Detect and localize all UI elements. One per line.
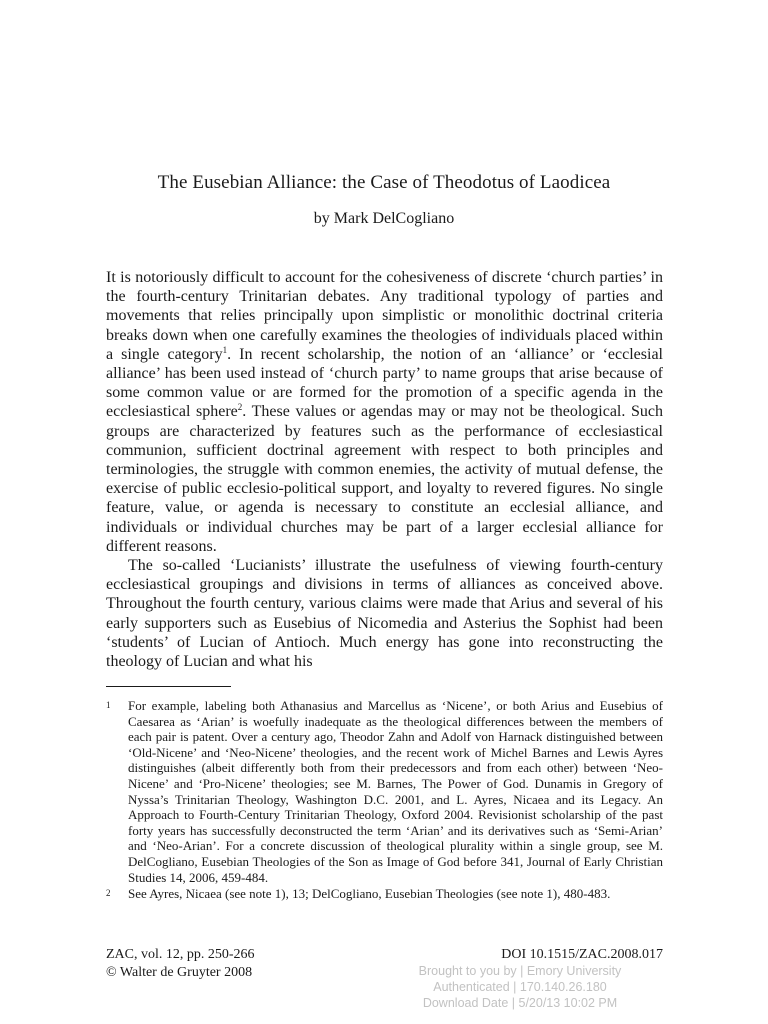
paragraph-2: The so-called ‘Lucianists’ illustrate the usefulness of viewing fourth-century ecclesiastical groupings and divisions in terms of alliances as conceived above. Throughout the fourth century, various claims were made that Arius and several of his early supporters such as Eusebius of Nicomedia and Asterius the Sophist had been ‘students’ of Lucian of Antioch. Much energy has gone into reconstructing the theology of Lucian and what his [106, 557, 663, 671]
author-byline: by Mark DelCogliano [313, 210, 455, 227]
footnote-divider [106, 686, 231, 687]
footer-citation [106, 946, 255, 982]
paragraph-1-part-a: It is notoriously difficult to account for the cohesiveness of discrete ‘church parties’ in the fourth-century Trinitarian debates. Any traditional typology of parties and movements that relies principally upon simplistic or monolithic doctrinal criteria breaks down when one carefully examines the theologies of individuals placed within a single category [106, 269, 663, 363]
footnote-number: 2 [106, 888, 111, 899]
page-title: The Eusebian Alliance: the Case of Theodotus of Laodicea [157, 172, 611, 193]
journal-citation: ZAC, vol. 12, pp. 250-266 [106, 947, 255, 962]
footer-doi: DOI 10.1515/ZAC.2008.017 [501, 947, 663, 962]
footnote-text: See Ayres, Nicaea (see note 1), 13; DelCogliano, Eusebian Theologies (see note 1), 480-483. [128, 886, 611, 902]
body-text [106, 268, 663, 671]
download-watermark [400, 963, 640, 1011]
paragraph-1-part-b: . In recent scholarship, the notion of an ‘alliance’ or ‘ecclesial alliance’ has been used instead of ‘church party’ to name groups that arise because of some common value or are formed for the promotion of a specific agenda in the ecclesiastical sphere [106, 345, 663, 421]
footnote-text: For example, labeling both Athanasius and Marcellus as ‘Nicene’, or both Arius and Eusebius of Caesarea as ‘Arian’ is woefully inadequate as the theological differences between the members of each pair is patent. Over a century ago, Theodor Zahn and Adolf von Harnack distinguished between ‘Old-Nicene’ and ‘Neo-Nicene’ theologies, and the recent work of Michel Barnes and Lewis Ayres distinguishes (albeit differently both from their predecessors and from each other) between ‘Neo-Nicene’ and ‘Pro-Nicene’ theologies; see M. Barnes, The Power of God. Dunamis in Gregory of Nyssa’s Trinitarian Theology, Washington D.C. 2001, and L. Ayres, Nicaea and its Legacy. An Approach to Fourth-Century Trinitarian Theology, Oxford 2004. Revisionist scholarship of the past forty years has successfully deconstructed the term ‘Arian’ and its derivatives such as ‘Semi-Arian’ and ‘Neo-Arian’. For a concrete discussion of theological plurality within a single group, see M. DelCogliano, Eusebian Theologies of the Son as Image of God before 341, Journal of Early Christian Studies 14, 2006, 459-484. [128, 698, 663, 885]
footnotes [106, 698, 663, 903]
copyright-notice: © Walter de Gruyter 2008 [106, 965, 253, 980]
footnote-ref-1: 1 [222, 344, 228, 355]
watermark-line-2: Authenticated | 170.140.26.180 [433, 980, 607, 994]
footnote-2 [106, 886, 663, 902]
watermark-line-3: Download Date | 5/20/13 10:02 PM [422, 996, 618, 1010]
paragraph-1-part-c: . These values or agendas may or may not be theological. Such groups are characterized by features such as the performance of ecclesiastical communion, sufficient doctrinal agreement with respect to both principles and terminologies, the struggle with common enemies, the activity of mutual defense, the exercise of public ecclesio-political support, and loyalty to revered figures. No single feature, value, or agenda is necessary to constitute an ecclesial alliance, and individuals or individual churches may be part of a larger ecclesial alliance for different reasons. [106, 403, 664, 555]
footnote-number: 1 [106, 700, 111, 710]
paragraph-1 [106, 268, 663, 556]
footnote-1 [106, 698, 663, 885]
watermark-line-1: Brought to you by | Emory University [418, 964, 622, 978]
footnote-ref-2: 2 [237, 402, 243, 413]
